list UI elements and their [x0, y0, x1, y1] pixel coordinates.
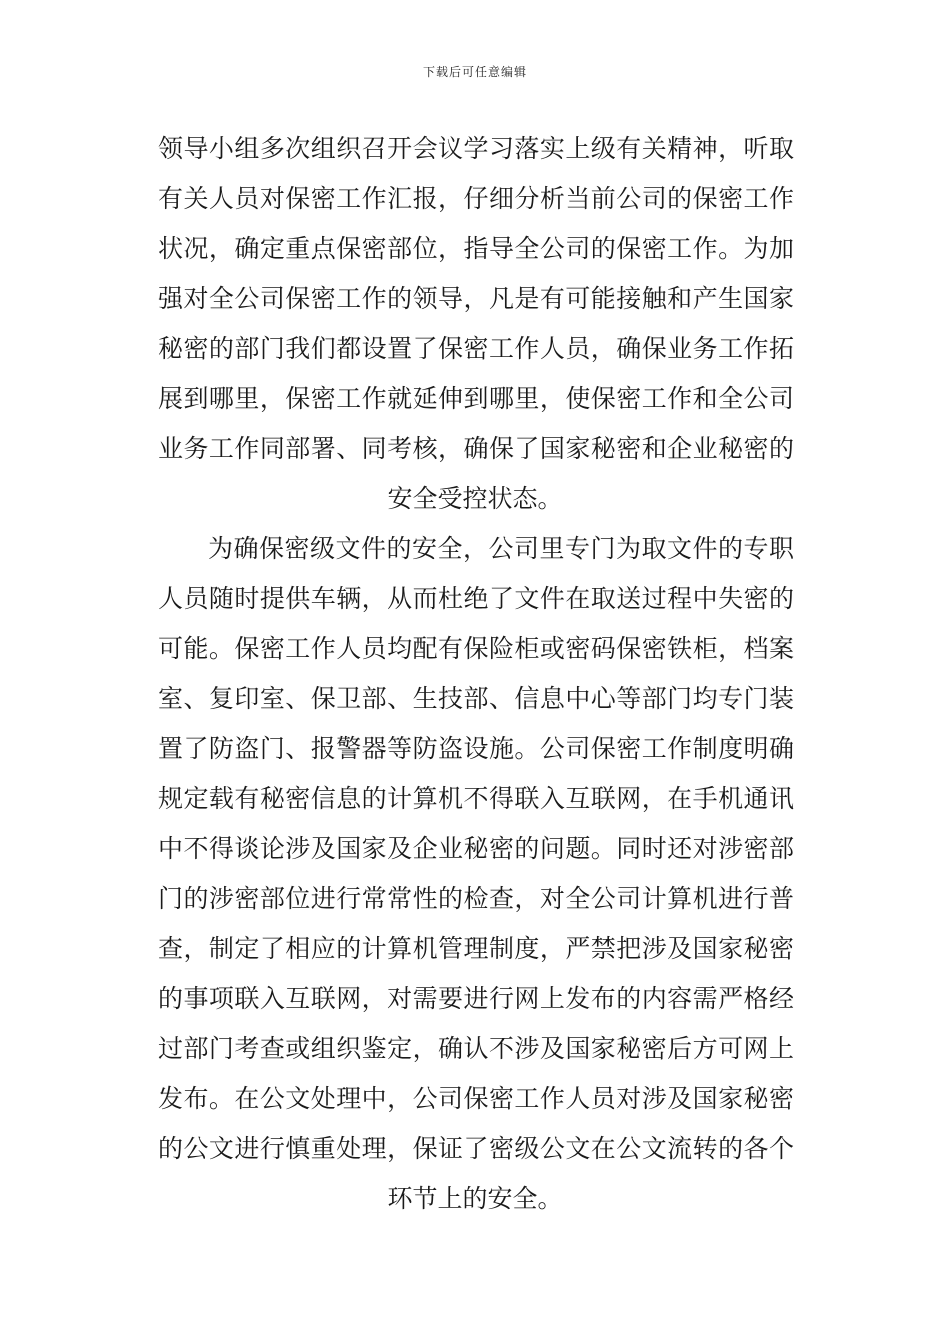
paragraph-2-line-11: 过部门考查或组织鉴定，确认不涉及国家秘密后方可网上	[158, 1034, 794, 1063]
paragraph-2-line-9: 查，制定了相应的计算机管理制度，严禁把涉及国家秘密	[158, 934, 794, 963]
paragraph-2-line-4: 室、复印室、保卫部、生技部、信息中心等部门均专门装	[158, 684, 794, 713]
paragraph-2-line-12: 发布。在公文处理中，公司保密工作人员对涉及国家秘密	[158, 1084, 794, 1113]
paragraph-1-line-1: 领导小组多次组织召开会议学习落实上级有关精神，听取	[158, 134, 794, 163]
paragraph-2-line-10: 的事项联入互联网，对需要进行网上发布的内容需严格经	[158, 984, 794, 1013]
paragraph-2-line-2: 人员随时提供车辆，从而杜绝了文件在取送过程中失密的	[158, 584, 794, 613]
paragraph-1-line-8: 安全受控状态。	[387, 484, 563, 513]
paragraph-2-line-3: 可能。保密工作人员均配有保险柜或密码保密铁柜，档案	[158, 634, 794, 663]
paragraph-2-line-8: 门的涉密部位进行常常性的检查，对全公司计算机进行普	[158, 884, 794, 913]
paragraph-1-line-2: 有关人员对保密工作汇报，仔细分析当前公司的保密工作	[158, 184, 794, 213]
paragraph-1-line-5: 秘密的部门我们都设置了保密工作人员，确保业务工作拓	[158, 334, 794, 363]
paragraph-2-line-1: 为确保密级文件的安全，公司里专门为取文件的专职	[208, 534, 794, 563]
page-header: 下载后可任意编辑	[422, 65, 527, 79]
paragraph-2-line-7: 中不得谈论涉及国家及企业秘密的问题。同时还对涉密部	[158, 834, 794, 863]
paragraph-1-line-7: 业务工作同部署、同考核，确保了国家秘密和企业秘密的	[158, 434, 794, 463]
paragraph-2-line-5: 置了防盗门、报警器等防盗设施。公司保密工作制度明确	[158, 734, 794, 763]
paragraph-1-line-3: 状况，确定重点保密部位，指导全公司的保密工作。为加	[158, 234, 794, 263]
paragraph-1-line-4: 强对全公司保密工作的领导，凡是有可能接触和产生国家	[158, 284, 794, 313]
paragraph-2-line-6: 规定载有秘密信息的计算机不得联入互联网，在手机通讯	[158, 784, 794, 813]
paragraph-1-line-6: 展到哪里，保密工作就延伸到哪里，使保密工作和全公司	[158, 384, 794, 413]
paragraph-2-line-13: 的公文进行慎重处理，保证了密级公文在公文流转的各个	[158, 1134, 794, 1163]
paragraph-2-line-14: 环节上的安全。	[387, 1184, 563, 1213]
